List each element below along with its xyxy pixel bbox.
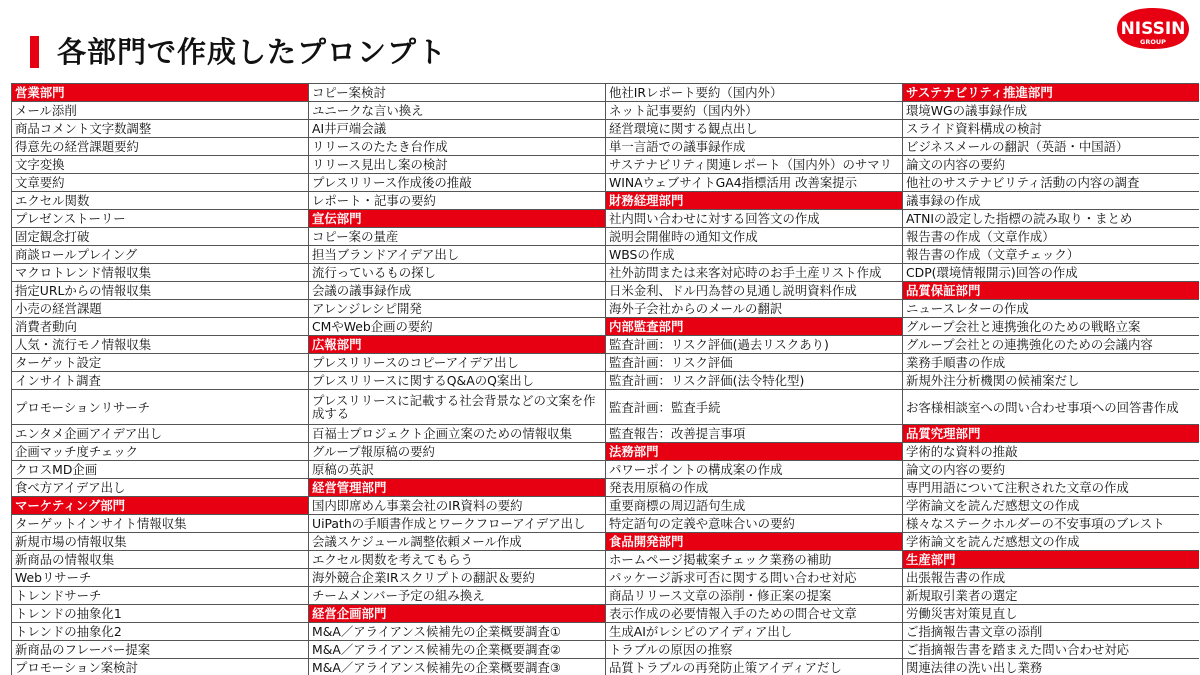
prompt-cell: 単一言語での議事録作成 xyxy=(606,138,903,156)
table-row xyxy=(12,551,1200,569)
prompt-cell: 特定語句の定義や意味合いの要約 xyxy=(606,515,903,533)
prompt-cell: トラブルの原因の推察 xyxy=(606,641,903,659)
department-header: サステナビリティ推進部門 xyxy=(903,84,1200,102)
department-header: 品質究理部門 xyxy=(903,425,1200,443)
table-row xyxy=(12,425,1200,443)
department-header: 営業部門 xyxy=(12,84,309,102)
prompt-cell: 原稿の英訳 xyxy=(309,461,606,479)
prompt-cell: ご指摘報告書を踏まえた問い合わせ対応 xyxy=(903,641,1200,659)
table-row xyxy=(12,479,1200,497)
table-row xyxy=(12,515,1200,533)
logo-text: NISSIN xyxy=(1120,19,1186,39)
prompt-cell: 人気・流行モノ情報収集 xyxy=(12,336,309,354)
department-header: 経営管理部門 xyxy=(309,479,606,497)
prompt-cell: インサイト調査 xyxy=(12,372,309,390)
prompt-cell: コピー案の量産 xyxy=(309,228,606,246)
prompt-cell: 様々なステークホルダーの不安事項のブレスト xyxy=(903,515,1200,533)
department-header: 広報部門 xyxy=(309,336,606,354)
prompt-cell: 品質トラブルの再発防止策アイディアだし xyxy=(606,659,903,675)
prompt-cell: 流行っているもの探し xyxy=(309,264,606,282)
table-row xyxy=(12,228,1200,246)
prompt-cell: メール添削 xyxy=(12,102,309,120)
table-row xyxy=(12,174,1200,192)
prompt-cell: 会議スケジュール調整依頼メール作成 xyxy=(309,533,606,551)
prompt-cell: 学術論文を読んだ感想文の作成 xyxy=(903,497,1200,515)
prompt-cell: 食べ方アイデア出し xyxy=(12,479,309,497)
table-row xyxy=(12,84,1200,102)
prompt-cell: エクセル関数 xyxy=(12,192,309,210)
prompt-cell: 商品リリース文章の添削・修正案の提案 xyxy=(606,587,903,605)
prompt-cell: 社外訪問または来客対応時のお手土産リスト作成 xyxy=(606,264,903,282)
prompt-cell: 海外子会社からのメールの翻訳 xyxy=(606,300,903,318)
prompt-cell: 新規外注分析機関の候補案だし xyxy=(903,372,1200,390)
prompt-cell: 学術論文を読んだ感想文の作成 xyxy=(903,533,1200,551)
prompt-cell: 議事録の作成 xyxy=(903,192,1200,210)
prompt-cell: コピー案検討 xyxy=(309,84,606,102)
table-row xyxy=(12,587,1200,605)
prompt-cell: 百福士プロジェクト企画立案のための情報収集 xyxy=(309,425,606,443)
prompt-cell: 商品コメント文字数調整 xyxy=(12,120,309,138)
prompt-cell: サステナビリティ関連レポート（国内外）のサマリ xyxy=(606,156,903,174)
table-row xyxy=(12,533,1200,551)
prompt-cell: プレスリリース作成後の推敲 xyxy=(309,174,606,192)
prompt-cell: ネット記事要約（国内外） xyxy=(606,102,903,120)
prompt-cell: WBSの作成 xyxy=(606,246,903,264)
prompt-cell: エンタメ企画アイデア出し xyxy=(12,425,309,443)
table-row xyxy=(12,623,1200,641)
prompt-cell: ターゲットインサイト情報収集 xyxy=(12,515,309,533)
prompt-cell: パッケージ訴求可否に関する問い合わせ対応 xyxy=(606,569,903,587)
prompt-cell: 関連法律の洗い出し業務 xyxy=(903,659,1200,675)
prompt-cell: グループ会社と連携強化のための戦略立案 xyxy=(903,318,1200,336)
prompt-cell: 会議の議事録作成 xyxy=(309,282,606,300)
prompt-cell: プレスリリースに関するQ&AのQ案出し xyxy=(309,372,606,390)
prompt-cell: CMやWeb企画の要約 xyxy=(309,318,606,336)
prompt-cell: Webリサーチ xyxy=(12,569,309,587)
prompt-cell: トレンドの抽象化2 xyxy=(12,623,309,641)
prompt-cell: ホームページ掲載案チェック業務の補助 xyxy=(606,551,903,569)
department-header: 経営企画部門 xyxy=(309,605,606,623)
table-row xyxy=(12,372,1200,390)
prompt-cell: チームメンバー予定の組み換え xyxy=(309,587,606,605)
prompt-cell: 社内問い合わせに対する回答文の作成 xyxy=(606,210,903,228)
prompt-table-container xyxy=(11,83,1199,675)
prompt-cell: ニュースレターの作成 xyxy=(903,300,1200,318)
table-row xyxy=(12,497,1200,515)
prompt-cell: プロモーションリサーチ xyxy=(12,390,309,425)
table-row xyxy=(12,120,1200,138)
table-row xyxy=(12,138,1200,156)
prompt-cell: 発表用原稿の作成 xyxy=(606,479,903,497)
prompt-cell: ご指摘報告書文章の添削 xyxy=(903,623,1200,641)
prompt-cell: 商談ロールプレイング xyxy=(12,246,309,264)
table-row xyxy=(12,318,1200,336)
prompt-cell: UiPathの手順書作成とワークフローアイデア出し xyxy=(309,515,606,533)
prompt-cell: エクセル関数を考えてもらう xyxy=(309,551,606,569)
page-title: 各部門で作成したプロンプト xyxy=(57,35,448,69)
prompt-cell: トレンドサーチ xyxy=(12,587,309,605)
prompt-cell: マクロトレンド情報収集 xyxy=(12,264,309,282)
prompt-cell: リリースのたたき台作成 xyxy=(309,138,606,156)
prompt-cell: M&A／アライアンス候補先の企業概要調査② xyxy=(309,641,606,659)
prompt-cell: 監査計画：リスク評価(法令特化型) xyxy=(606,372,903,390)
department-header: 宣伝部門 xyxy=(309,210,606,228)
prompt-cell: 国内即席めん事業会社のIR資料の要約 xyxy=(309,497,606,515)
logo-subtext: GROUP xyxy=(1140,38,1166,46)
prompt-cell: リリース見出し案の検討 xyxy=(309,156,606,174)
prompt-cell: 表示作成の必要情報入手のための問合せ文章 xyxy=(606,605,903,623)
prompt-cell: 学術的な資料の推敲 xyxy=(903,443,1200,461)
prompt-cell: 論文の内容の要約 xyxy=(903,156,1200,174)
prompt-table-body xyxy=(12,84,1200,675)
prompt-cell: 報告書の作成（文章チェック） xyxy=(903,246,1200,264)
prompt-cell: 新商品の情報収集 xyxy=(12,551,309,569)
prompt-cell: AI井戸端会議 xyxy=(309,120,606,138)
prompt-cell: 他社のサステナビリティ活動の内容の調査 xyxy=(903,174,1200,192)
prompt-cell: 他社IRレポート要約（国内外） xyxy=(606,84,903,102)
title-accent-bar xyxy=(30,36,39,68)
prompt-cell: 論文の内容の要約 xyxy=(903,461,1200,479)
prompt-cell: レポート・記事の要約 xyxy=(309,192,606,210)
prompt-cell: お客様相談室への問い合わせ事項への回答書作成 xyxy=(903,390,1200,425)
prompt-cell: 説明会開催時の通知文作成 xyxy=(606,228,903,246)
prompt-cell: 指定URLからの情報収集 xyxy=(12,282,309,300)
table-row xyxy=(12,102,1200,120)
table-row xyxy=(12,246,1200,264)
prompt-table xyxy=(11,83,1199,675)
nissin-group-logo xyxy=(1113,5,1193,51)
table-row xyxy=(12,659,1200,675)
prompt-cell: グループ報原稿の要約 xyxy=(309,443,606,461)
department-header: 財務経理部門 xyxy=(606,192,903,210)
prompt-cell: 専門用語について注釈された文章の作成 xyxy=(903,479,1200,497)
prompt-cell: ATNIの設定した指標の読み取り・まとめ xyxy=(903,210,1200,228)
table-row xyxy=(12,336,1200,354)
table-row xyxy=(12,210,1200,228)
prompt-cell: 日米金利、ドル円為替の見通し説明資料作成 xyxy=(606,282,903,300)
prompt-cell: プロモーション案検討 xyxy=(12,659,309,675)
prompt-cell: 監査報告：改善提言事項 xyxy=(606,425,903,443)
prompt-cell: プレゼンストーリー xyxy=(12,210,309,228)
department-header: 内部監査部門 xyxy=(606,318,903,336)
prompt-cell: 得意先の経営課題要約 xyxy=(12,138,309,156)
prompt-cell: 新商品のフレーバー提案 xyxy=(12,641,309,659)
table-row xyxy=(12,641,1200,659)
prompt-cell: WINAウェブサイトGA4指標活用 改善案提示 xyxy=(606,174,903,192)
department-header: 食品開発部門 xyxy=(606,533,903,551)
prompt-cell: 生成AIがレシピのアイディア出し xyxy=(606,623,903,641)
prompt-cell: 環境WGの議事録作成 xyxy=(903,102,1200,120)
prompt-cell: 小売の経営課題 xyxy=(12,300,309,318)
prompt-cell: 企画マッチ度チェック xyxy=(12,443,309,461)
table-row xyxy=(12,443,1200,461)
table-row xyxy=(12,605,1200,623)
prompt-cell: 海外競合企業IRスクリプトの翻訳＆要約 xyxy=(309,569,606,587)
table-row xyxy=(12,354,1200,372)
prompt-cell: 担当ブランドアイデア出し xyxy=(309,246,606,264)
prompt-cell: スライド資料構成の検討 xyxy=(903,120,1200,138)
prompt-cell: CDP(環境情報開示)回答の作成 xyxy=(903,264,1200,282)
prompt-cell: トレンドの抽象化1 xyxy=(12,605,309,623)
prompt-cell: 新規市場の情報収集 xyxy=(12,533,309,551)
prompt-cell: 監査計画：監査手続 xyxy=(606,390,903,425)
prompt-cell: 固定観念打破 xyxy=(12,228,309,246)
prompt-cell: プレスリリースに記載する社会背景などの文案を作成する xyxy=(309,390,606,425)
prompt-cell: ビジネスメールの翻訳（英語・中国語） xyxy=(903,138,1200,156)
table-row xyxy=(12,300,1200,318)
prompt-cell: 文字変換 xyxy=(12,156,309,174)
prompt-cell: クロスMD企画 xyxy=(12,461,309,479)
prompt-cell: 新規取引業者の選定 xyxy=(903,587,1200,605)
prompt-cell: 監査計画：リスク評価 xyxy=(606,354,903,372)
department-header: 生産部門 xyxy=(903,551,1200,569)
table-row xyxy=(12,569,1200,587)
prompt-cell: ターゲット設定 xyxy=(12,354,309,372)
prompt-cell: プレスリリースのコピーアイデア出し xyxy=(309,354,606,372)
prompt-cell: M&A／アライアンス候補先の企業概要調査① xyxy=(309,623,606,641)
prompt-cell: M&A／アライアンス候補先の企業概要調査③ xyxy=(309,659,606,675)
table-row xyxy=(12,461,1200,479)
prompt-cell: 文章要約 xyxy=(12,174,309,192)
prompt-cell: 報告書の作成（文章作成） xyxy=(903,228,1200,246)
department-header: 法務部門 xyxy=(606,443,903,461)
prompt-cell: 業務手順書の作成 xyxy=(903,354,1200,372)
prompt-cell: 重要商標の周辺語句生成 xyxy=(606,497,903,515)
table-row xyxy=(12,282,1200,300)
prompt-cell: グループ会社との連携強化のための会議内容 xyxy=(903,336,1200,354)
prompt-cell: アレンジレシピ開発 xyxy=(309,300,606,318)
table-row xyxy=(12,192,1200,210)
prompt-cell: ユニークな言い換え xyxy=(309,102,606,120)
table-row xyxy=(12,264,1200,282)
prompt-cell: 監査計画：リスク評価(過去リスクあり) xyxy=(606,336,903,354)
table-row xyxy=(12,156,1200,174)
department-header: 品質保証部門 xyxy=(903,282,1200,300)
prompt-cell: 経営環境に関する観点出し xyxy=(606,120,903,138)
prompt-cell: 出張報告書の作成 xyxy=(903,569,1200,587)
prompt-cell: 労働災害対策見直し xyxy=(903,605,1200,623)
prompt-cell: 消費者動向 xyxy=(12,318,309,336)
prompt-cell: パワーポイントの構成案の作成 xyxy=(606,461,903,479)
table-row xyxy=(12,390,1200,425)
department-header: マーケティング部門 xyxy=(12,497,309,515)
